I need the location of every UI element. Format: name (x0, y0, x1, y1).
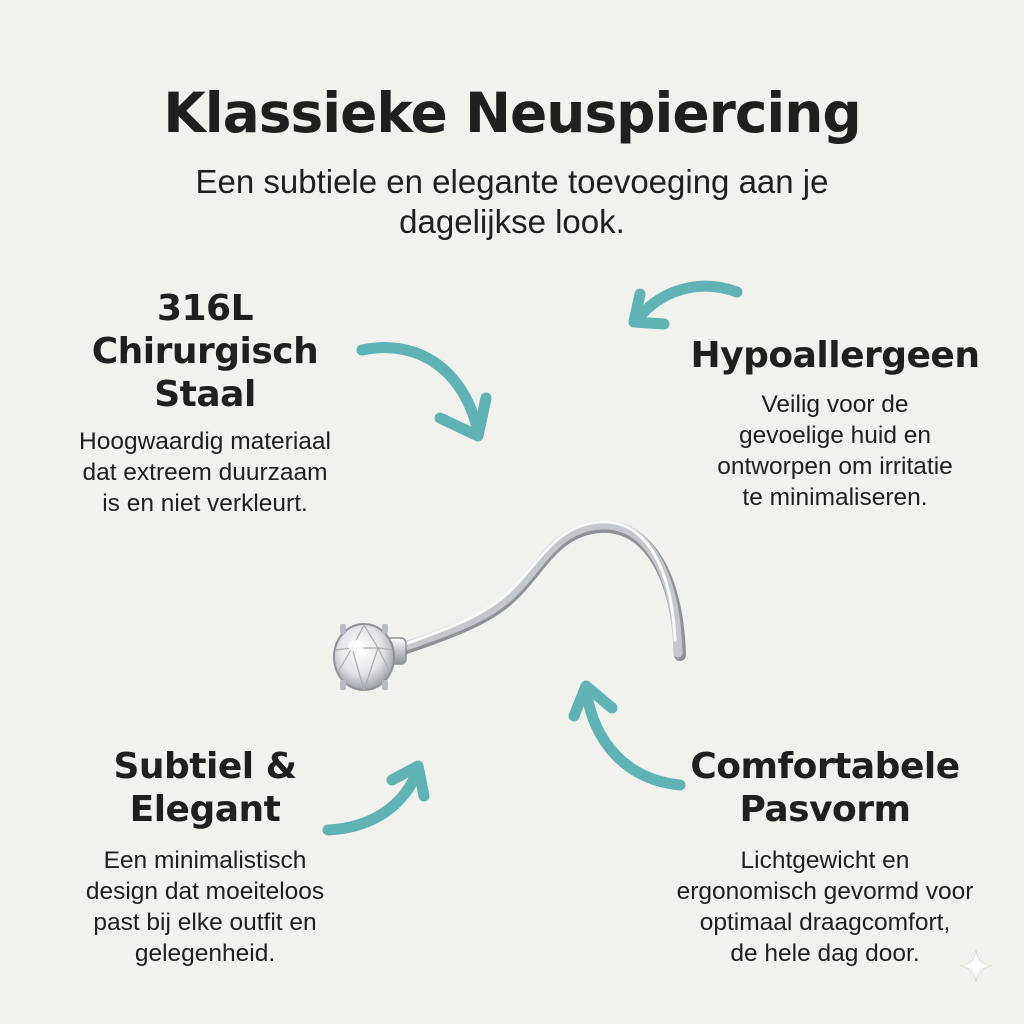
feature-title: Subtiel & Elegant (113, 746, 297, 830)
sparkle-icon (958, 948, 994, 984)
feature-subtle-elegant (40, 745, 370, 969)
feature-description: Veilig voor de gevoelige huid en ontworpen om irritatie te minimaliseren. (717, 391, 953, 511)
page-title: Klassieke Neuspiercing (163, 81, 861, 145)
feature-description: Lichtgewicht en ergonomisch gevormd voor optimaal draagcomfort, de hele dag door. (676, 847, 974, 967)
feature-description: Hoogwaardig materiaal dat extreem duurzaam is en niet verkleurt. (79, 428, 331, 517)
feature-description: Een minimalistisch design dat moeiteloos past bij elke outfit en gelegenheid. (85, 847, 325, 967)
feature-comfortable-fit (650, 745, 1000, 969)
feature-hypoallergenic (660, 334, 1010, 513)
feature-title: Comfortabele Pasvorm (690, 746, 960, 830)
feature-title: 316L Chirurgisch Staal (91, 288, 319, 415)
feature-surgical-steel (30, 287, 380, 519)
feature-title: Hypoallergeen (690, 335, 980, 376)
page-subtitle: Een subtiele en elegante toevoeging aan je dagelijkse look. (195, 163, 829, 240)
